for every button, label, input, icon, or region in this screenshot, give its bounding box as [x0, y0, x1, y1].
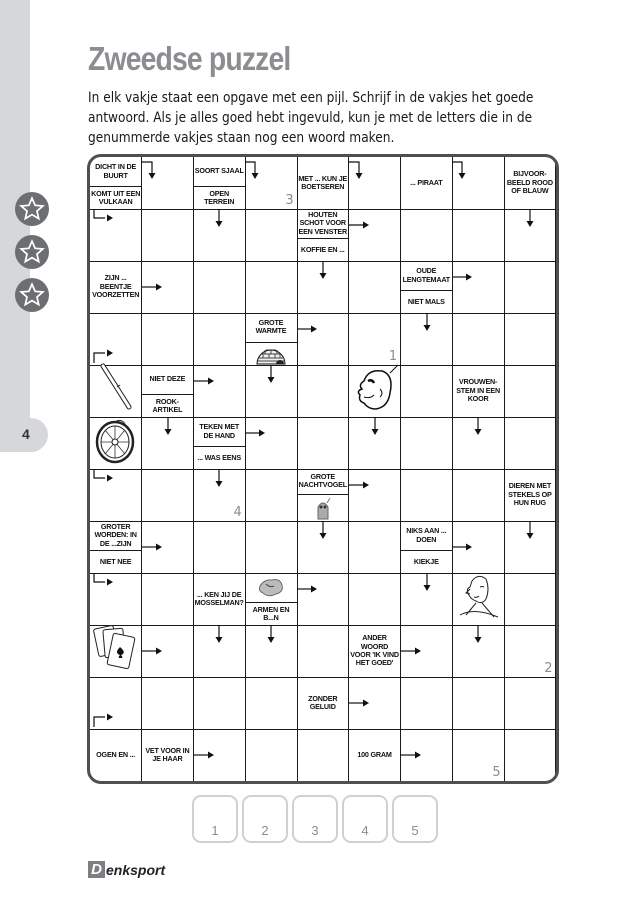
answer-cell[interactable]	[245, 365, 297, 418]
clue-text: 100 GRAM	[357, 749, 392, 759]
playing-cards-icon	[92, 623, 140, 678]
clue-text: KOFFIE EN ...	[297, 238, 348, 260]
puzzle-grid	[87, 154, 559, 784]
solution-word-boxes	[192, 795, 438, 843]
clue-cell	[90, 729, 142, 782]
clue-cell	[194, 417, 246, 470]
clue-cell	[90, 157, 142, 210]
answer-cell[interactable]	[452, 261, 504, 314]
clue-text: OUDE LENGTEMAAT	[402, 266, 450, 284]
answer-cell[interactable]	[297, 261, 349, 314]
answer-cell[interactable]	[349, 417, 401, 470]
answer-cell[interactable]	[504, 417, 556, 470]
answer-cell[interactable]	[401, 729, 453, 782]
clue-text: ... KEN JIJ DE MOSSELMAN?	[194, 589, 244, 607]
answer-cell[interactable]	[142, 677, 194, 730]
answer-cell[interactable]	[142, 157, 194, 210]
side-band	[0, 0, 30, 452]
solution-number: 5	[492, 764, 501, 780]
clue-cell	[349, 625, 401, 678]
answer-cell[interactable]	[452, 677, 504, 730]
clue-cell	[245, 313, 297, 366]
solution-box-number: 2	[261, 823, 269, 838]
clue-text: NIET MALS	[401, 290, 452, 312]
solution-box[interactable]	[242, 795, 288, 843]
clue-text: KIEKJE	[401, 550, 452, 572]
bald-man-face-icon	[350, 363, 400, 418]
clue-text: DICHT IN DE BUURT	[95, 162, 137, 180]
clue-cell	[90, 521, 142, 574]
answer-cell[interactable]	[349, 157, 401, 210]
answer-cell[interactable]	[194, 209, 246, 262]
clue-cell	[452, 365, 504, 418]
answer-cell[interactable]	[194, 261, 246, 314]
solution-box-number: 1	[211, 823, 219, 838]
answer-cell[interactable]	[349, 313, 401, 366]
answer-cell[interactable]	[504, 209, 556, 262]
clue-text: SOORT SJAAL	[194, 166, 244, 176]
clue-cell	[245, 573, 297, 626]
difficulty-star-icon	[15, 278, 49, 312]
picture-clue-cell	[349, 365, 401, 418]
answer-cell[interactable]	[349, 469, 401, 522]
clue-text: ... WAS EENS	[194, 446, 245, 468]
answer-cell[interactable]	[90, 469, 142, 522]
clue-text: VROUWEN-STEM IN EEN KOOR	[456, 377, 500, 403]
clue-text: OGEN EN ...	[96, 749, 136, 759]
answer-cell[interactable]	[452, 625, 504, 678]
answer-cell[interactable]	[297, 417, 349, 470]
answer-cell[interactable]	[349, 573, 401, 626]
answer-cell[interactable]	[245, 469, 297, 522]
clue-cell	[401, 521, 453, 574]
clue-text: TEKEN MET DE HAND	[199, 422, 240, 440]
answer-cell[interactable]	[452, 313, 504, 366]
answer-cell[interactable]	[297, 521, 349, 574]
igloo-icon	[245, 342, 296, 365]
answer-cell[interactable]	[401, 469, 453, 522]
answer-cell[interactable]	[142, 261, 194, 314]
answer-cell[interactable]	[504, 261, 556, 314]
answer-cell[interactable]	[245, 209, 297, 262]
answer-cell[interactable]	[90, 573, 142, 626]
picture-clue-cell	[90, 625, 142, 678]
answer-cell[interactable]	[401, 677, 453, 730]
solution-number: 3	[285, 192, 294, 208]
answer-cell[interactable]	[349, 521, 401, 574]
knife-icon	[93, 363, 139, 418]
solution-box-number: 4	[361, 823, 369, 838]
clue-cell	[297, 677, 349, 730]
answer-cell[interactable]	[194, 469, 246, 522]
clue-cell	[401, 261, 453, 314]
answer-cell[interactable]	[194, 365, 246, 418]
answer-cell[interactable]	[504, 365, 556, 418]
answer-cell[interactable]	[349, 261, 401, 314]
answer-cell[interactable]	[245, 677, 297, 730]
answer-cell[interactable]	[245, 729, 297, 782]
solution-box[interactable]	[292, 795, 338, 843]
picture-clue-cell	[452, 573, 504, 626]
answer-cell[interactable]	[401, 313, 453, 366]
page-title: Zweedse puzzel	[88, 40, 291, 77]
solution-box-number: 3	[311, 823, 319, 838]
answer-cell[interactable]	[297, 313, 349, 366]
clue-text: GROTE WARMTE	[255, 318, 287, 336]
answer-cell[interactable]	[142, 573, 194, 626]
answer-cell[interactable]	[90, 677, 142, 730]
answer-cell[interactable]	[504, 313, 556, 366]
man-portrait-icon	[454, 571, 502, 626]
solution-number: 1	[388, 348, 398, 364]
answer-cell[interactable]	[452, 209, 504, 262]
clue-text: NIET NEE	[90, 550, 141, 572]
clue-cell	[297, 209, 349, 262]
solution-box[interactable]	[192, 795, 238, 843]
answer-cell[interactable]	[504, 677, 556, 730]
answer-cell[interactable]	[349, 209, 401, 262]
wheel-icon	[93, 416, 139, 469]
answer-cell[interactable]	[245, 261, 297, 314]
clue-text: HOUTEN SCHOT VOOR EEN VENSTER	[298, 210, 347, 236]
answer-cell[interactable]	[504, 625, 556, 678]
instructions: In elk vakje staat een opgave met een pijl. Schrijf in de vakjes het goede antwoord. Als je alles goed hebt ingevuld, kun je met de letters die in de genummerde vakjes staan nog een woord maken.	[88, 90, 534, 146]
clue-text: OPEN TERREIN	[194, 186, 245, 208]
answer-cell[interactable]	[142, 313, 194, 366]
denksport-logo	[88, 861, 165, 878]
clue-cell	[401, 157, 453, 210]
clue-text: ANDER WOORD VOOR 'IK VIND HET GOED'	[350, 633, 399, 667]
answer-cell[interactable]	[194, 677, 246, 730]
clue-cell	[297, 469, 349, 522]
clue-text: NIKS AAN ... DOEN	[406, 526, 447, 544]
clue-text: MET ... KUN JE BOETSEREN	[298, 173, 348, 191]
difficulty-star-icon	[15, 192, 49, 226]
answer-cell[interactable]	[194, 729, 246, 782]
clue-cell	[90, 261, 142, 314]
difficulty-star-icon	[15, 235, 49, 269]
clue-text: NIET DEZE	[149, 374, 186, 384]
answer-cell[interactable]	[401, 573, 453, 626]
answer-cell[interactable]	[297, 729, 349, 782]
answer-cell[interactable]	[452, 521, 504, 574]
answer-cell[interactable]	[194, 521, 246, 574]
logo-text: enksport	[106, 861, 166, 878]
clue-text: ZIJN ... BEENTJE VOORZETTEN	[92, 273, 140, 299]
clue-cell	[297, 157, 349, 210]
page-number: 4	[22, 426, 30, 442]
answer-cell[interactable]	[142, 625, 194, 678]
answer-cell[interactable]	[452, 729, 504, 782]
solution-box[interactable]	[342, 795, 388, 843]
clue-text: ROOK-ARTIKEL	[142, 394, 193, 416]
answer-cell[interactable]	[90, 209, 142, 262]
answer-cell[interactable]	[245, 157, 297, 210]
answer-cell[interactable]	[90, 313, 142, 366]
answer-cell[interactable]	[504, 521, 556, 574]
answer-cell[interactable]	[245, 417, 297, 470]
answer-cell[interactable]	[245, 625, 297, 678]
clue-text: ZONDER GELUID	[308, 693, 338, 711]
picture-clue-cell	[90, 365, 142, 418]
answer-cell[interactable]	[401, 365, 453, 418]
map-icon	[245, 573, 296, 602]
answer-cell[interactable]	[142, 521, 194, 574]
clue-text: GROTE NACHTVOGEL	[298, 472, 347, 490]
solution-number: 4	[233, 504, 242, 520]
clue-cell	[504, 469, 556, 522]
logo-mark: D	[88, 861, 105, 878]
answer-cell[interactable]	[245, 521, 297, 574]
clue-text: KOMT UIT EEN VULKAAN	[90, 186, 141, 208]
answer-cell[interactable]	[194, 313, 246, 366]
owl-icon	[297, 494, 348, 521]
clue-text: GROTER WORDEN: IN DE ...ZIJN	[94, 522, 137, 548]
clue-text: BIJVOOR-BEELD ROOD OF BLAUW	[506, 169, 553, 195]
answer-cell[interactable]	[504, 573, 556, 626]
picture-clue-cell	[90, 417, 142, 470]
clue-text: VET VOOR IN JE HAAR	[145, 745, 190, 763]
answer-cell[interactable]	[194, 625, 246, 678]
answer-cell[interactable]	[504, 729, 556, 782]
clue-text: ARMEN EN B...N	[245, 602, 296, 624]
solution-number: 2	[544, 660, 553, 676]
clue-cell	[194, 573, 246, 626]
answer-cell[interactable]	[297, 625, 349, 678]
solution-box[interactable]	[392, 795, 438, 843]
clue-text: ... PIRAAT	[410, 177, 443, 187]
clue-cell	[194, 157, 246, 210]
answer-cell[interactable]	[401, 209, 453, 262]
answer-cell[interactable]	[142, 469, 194, 522]
answer-cell[interactable]	[142, 209, 194, 262]
clue-cell	[349, 729, 401, 782]
answer-cell[interactable]	[297, 573, 349, 626]
clue-text: DIEREN MET STEKELS OP HUN RUG	[508, 481, 552, 507]
answer-cell[interactable]	[452, 157, 504, 210]
answer-cell[interactable]	[401, 417, 453, 470]
answer-cell[interactable]	[401, 625, 453, 678]
answer-cell[interactable]	[349, 677, 401, 730]
clue-cell	[142, 365, 194, 418]
answer-cell[interactable]	[142, 417, 194, 470]
answer-cell[interactable]	[452, 417, 504, 470]
clue-cell	[504, 157, 556, 210]
solution-box-number: 5	[411, 823, 419, 838]
answer-cell[interactable]	[452, 469, 504, 522]
clue-cell	[142, 729, 194, 782]
answer-cell[interactable]	[297, 365, 349, 418]
